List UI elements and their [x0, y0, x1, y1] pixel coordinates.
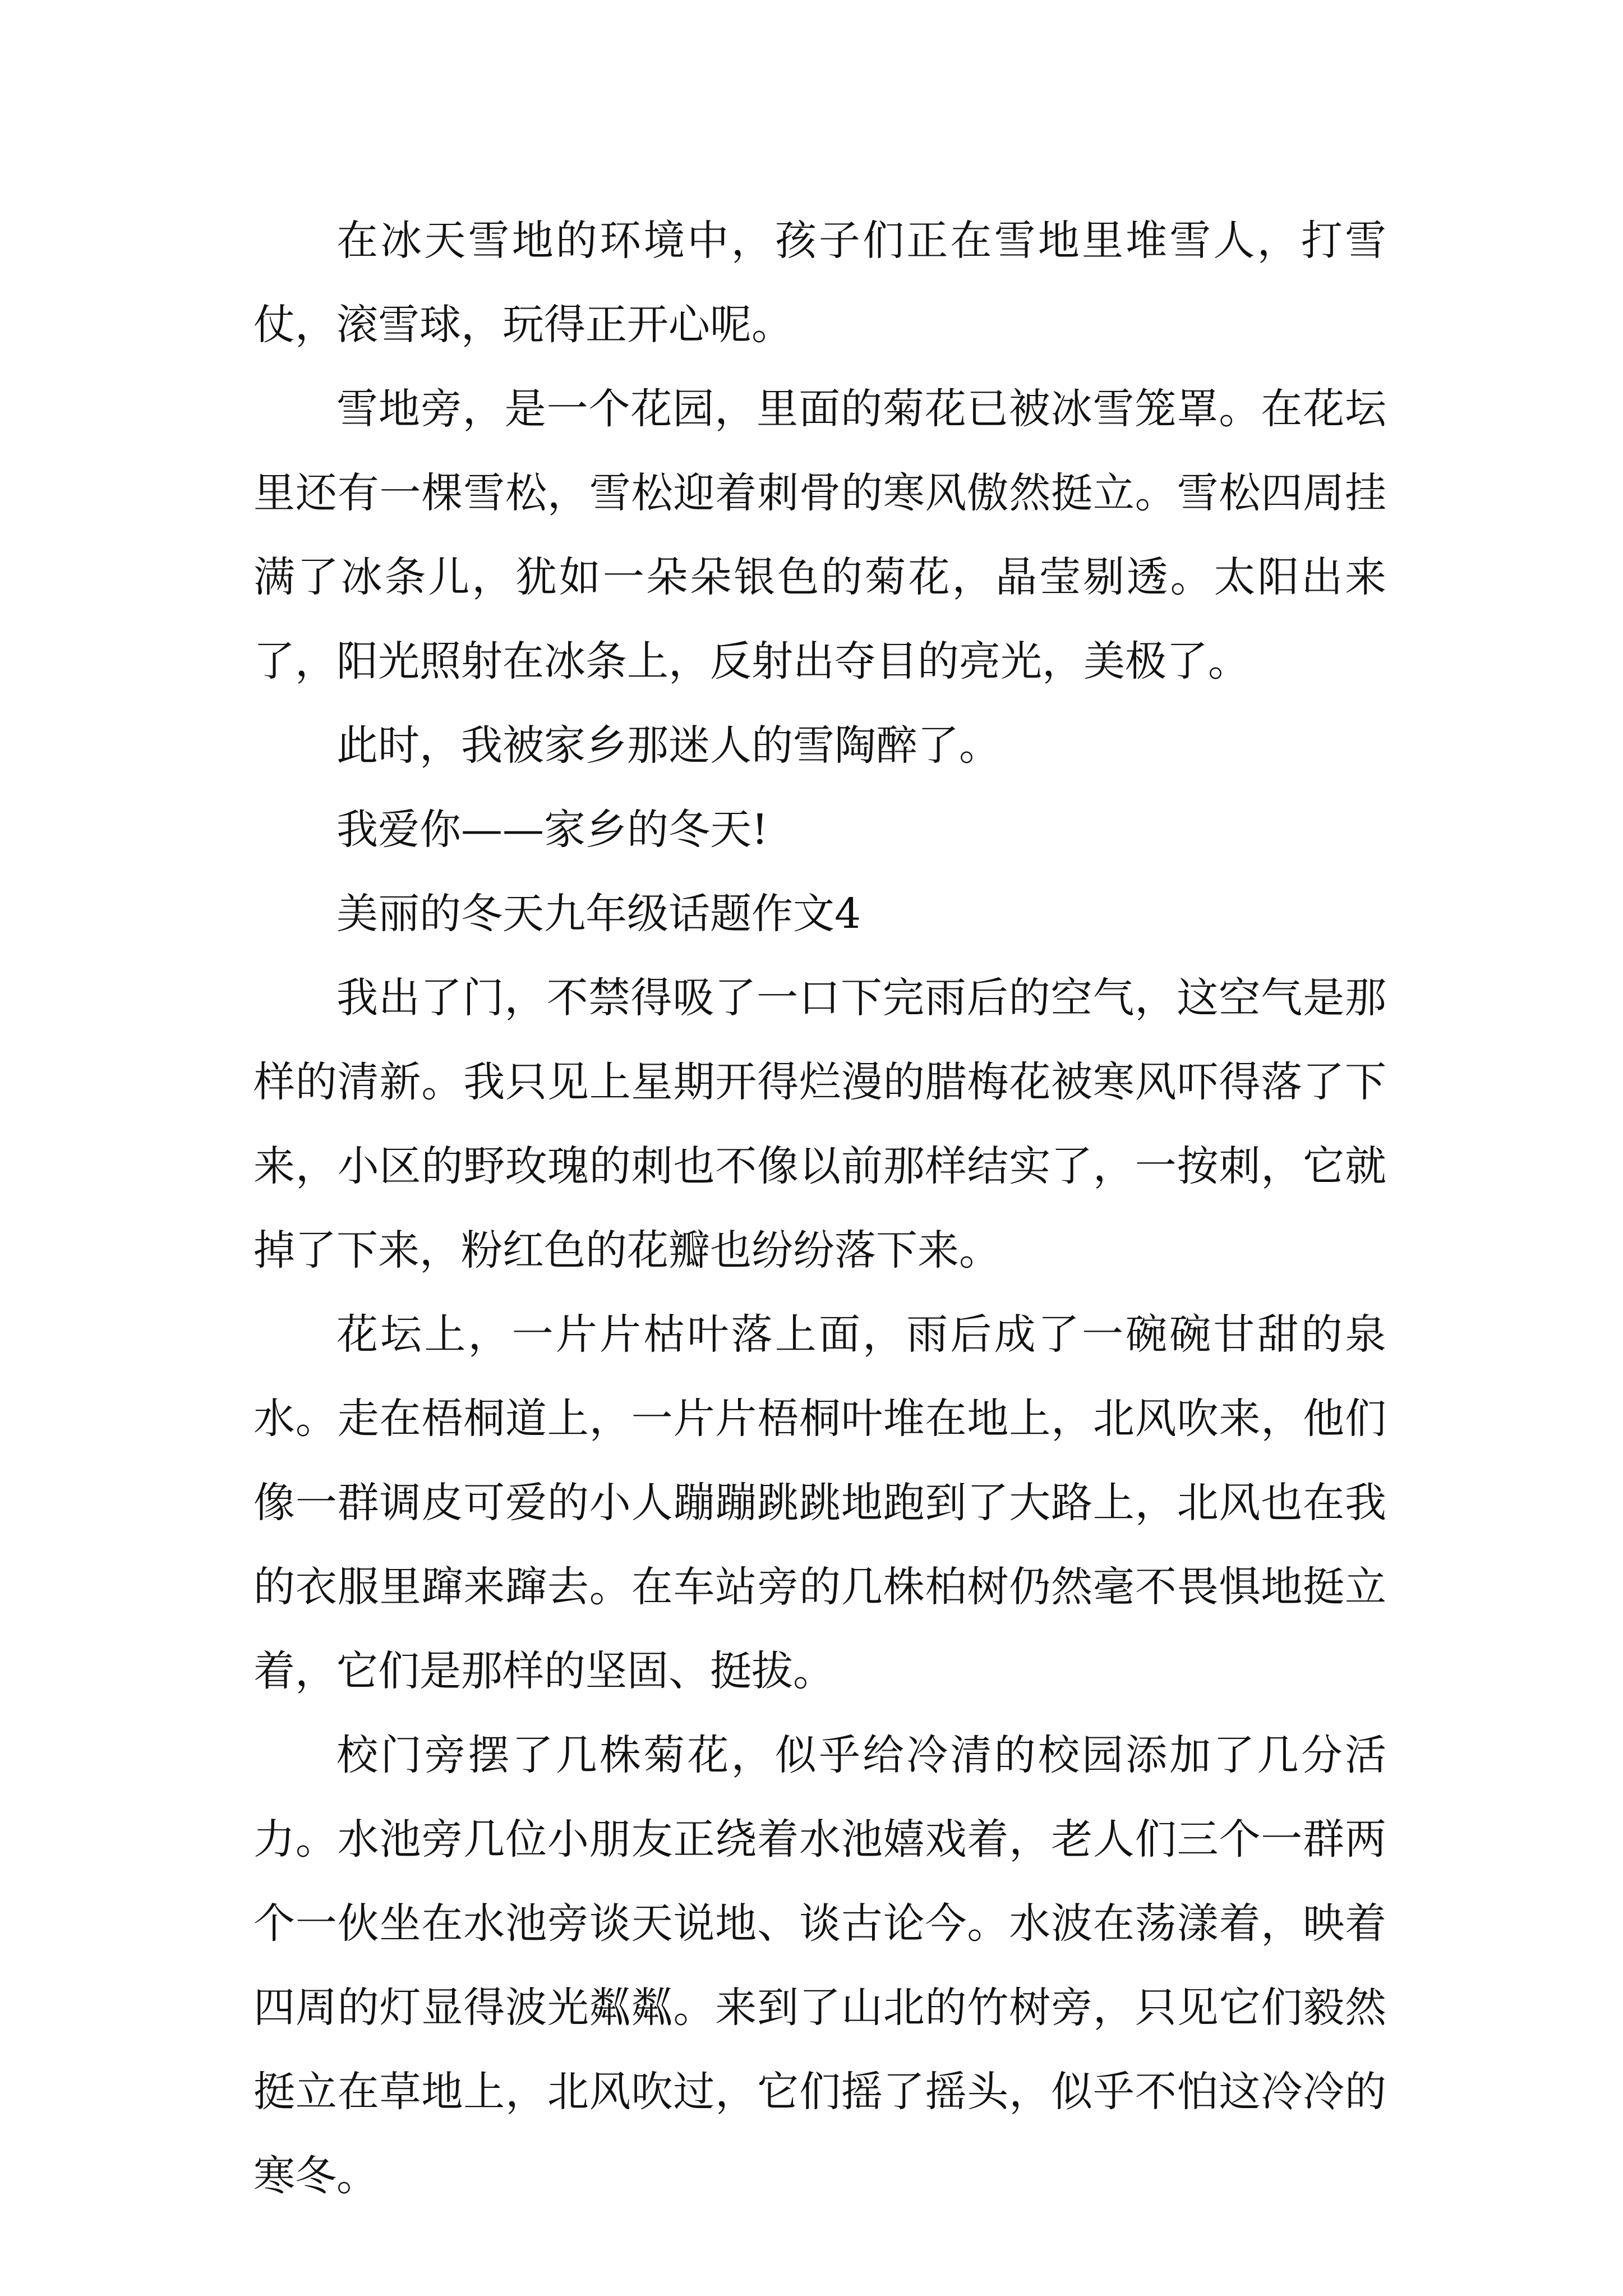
essay-heading: 美丽的冬天九年级话题作文4 [336, 890, 861, 938]
paragraph-flower-bed: 花坛上，一片片枯叶落上面，雨后成了一碗碗甘甜的泉水。走在梧桐道上，一片片梧桐叶堆在地上，北风吹来，他们像一群调皮可爱的小人蹦蹦跳跳地跑到了大路上，北风也在我的衣服里蹿来蹿去。在车站旁的几株柏树仍然毫不畏惧地挺立着，它们是那样的坚固、挺拔。 [253, 1310, 1386, 1695]
paragraph-school-gate: 校门旁摆了几株菊花，似乎给冷清的校园添加了几分活力。水池旁几位小朋友正绕着水池嬉戏着，老人们三个一群两个一伙坐在水池旁谈天说地、谈古论今。水波在荡漾着，映着四周的灯显得波光粼粼。来到了山北的竹树旁，只见它们毅然挺立在草地上，北风吹过，它们摇了摇头，似乎不怕这冷冷的寒冬。 [253, 1731, 1386, 2200]
paragraph-going-out: 我出了门，不禁得吸了一口下完雨后的空气，这空气是那样的清新。我只见上星期开得烂漫的腊梅花被寒风吓得落了下来，小区的野玫瑰的刺也不像以前那样结实了，一按刺，它就掉了下来，粉红色的花瓣也纷纷落下来。 [253, 974, 1386, 1274]
paragraph-love-hometown: 我爱你——家乡的冬天! [336, 806, 768, 854]
article-body [253, 199, 1386, 2218]
paragraph-intoxicated: 此时，我被家乡那迷人的雪陶醉了。 [336, 721, 1000, 770]
paragraph-snow-play: 在冰天雪地的环境中，孩子们正在雪地里堆雪人，打雪仗，滚雪球，玩得正开心呢。 [253, 217, 1386, 349]
paragraph-garden: 雪地旁，是一个花园，里面的菊花已被冰雪笼罩。在花坛里还有一棵雪松，雪松迎着刺骨的寒风傲然挺立。雪松四周挂满了冰条儿，犹如一朵朵银色的菊花，晶莹剔透。太阳出来了，阳光照射在冰条上，反射出夺目的亮光，美极了。 [253, 385, 1386, 685]
